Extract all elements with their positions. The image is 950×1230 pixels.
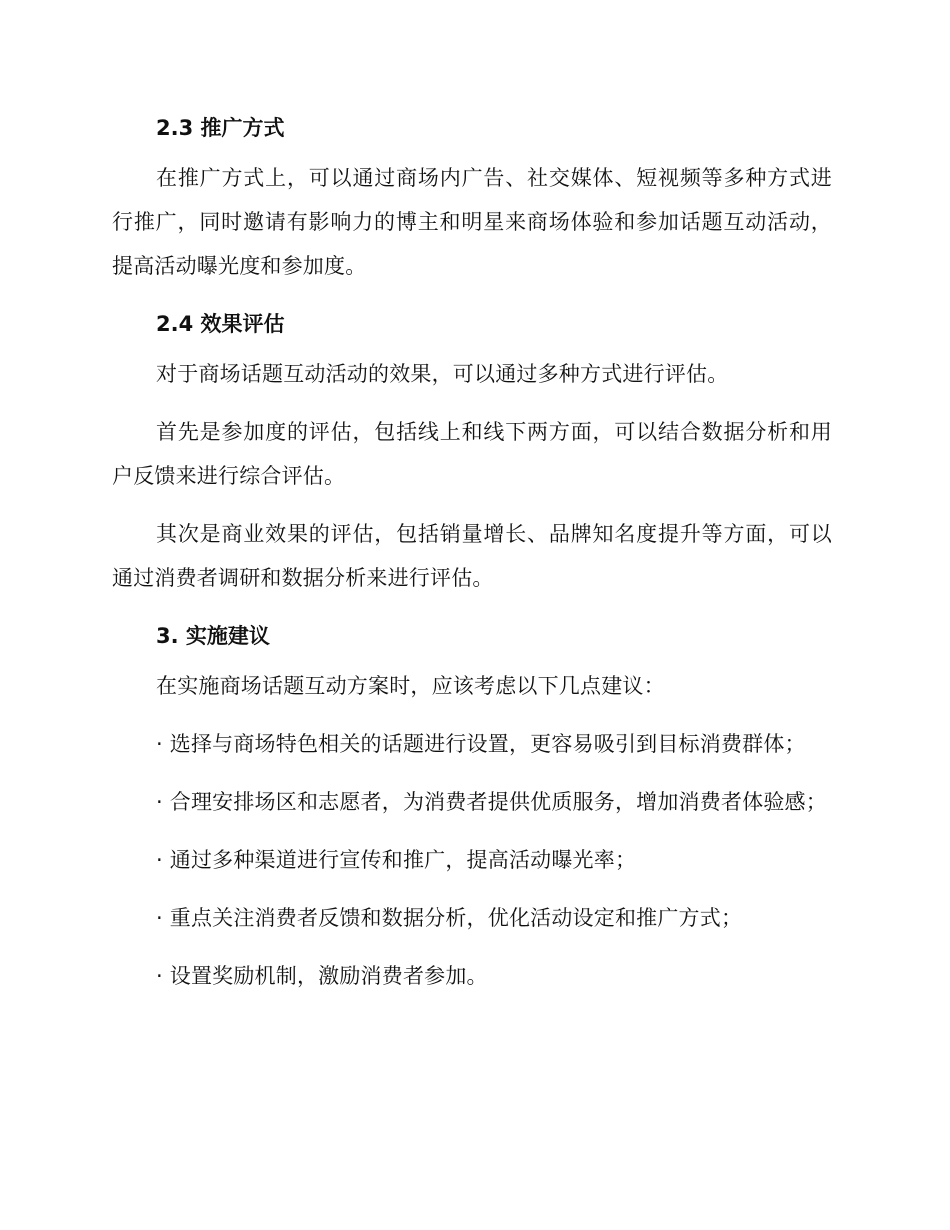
section-3-intro: 在实施商场话题互动方案时，应该考虑以下几点建议： <box>156 674 665 698</box>
document-content <box>112 108 832 998</box>
section-3-heading: 3. 实施建议 <box>156 624 270 648</box>
section-3-bullet-3: · 通过多种渠道进行宣传和推广，提高活动曝光率； <box>156 848 637 872</box>
section-2-4-paragraph-1: 对于商场话题互动活动的效果，可以通过多种方式进行评估。 <box>156 362 729 386</box>
section-2-4-paragraph-2: 首先是参加度的评估，包括线上和线下两方面，可以结合数据分析和用户反馈来进行综合评估。 <box>112 420 832 488</box>
section-3-bullet-4: · 重点关注消费者反馈和数据分析，优化活动设定和推广方式； <box>156 906 743 930</box>
section-2-3-paragraph-1: 在推广方式上，可以通过商场内广告、社交媒体、短视频等多种方式进行推广，同时邀请有影响力的博主和明星来商场体验和参加话题互动活动，提高活动曝光度和参加度。 <box>112 166 832 278</box>
section-3-bullet-5: · 设置奖励机制，激励消费者参加。 <box>156 964 488 988</box>
section-2-4-heading: 2.4 效果评估 <box>156 312 285 336</box>
section-3-bullet-1: · 选择与商场特色相关的话题进行设置，更容易吸引到目标消费群体； <box>156 732 806 756</box>
section-3-bullet-2: · 合理安排场区和志愿者，为消费者提供优质服务，增加消费者体验感； <box>156 790 827 814</box>
section-2-3-heading: 2.3 推广方式 <box>156 116 285 140</box>
section-2-4-paragraph-3: 其次是商业效果的评估，包括销量增长、品牌知名度提升等方面，可以通过消费者调研和数据分析来进行评估。 <box>112 522 832 590</box>
